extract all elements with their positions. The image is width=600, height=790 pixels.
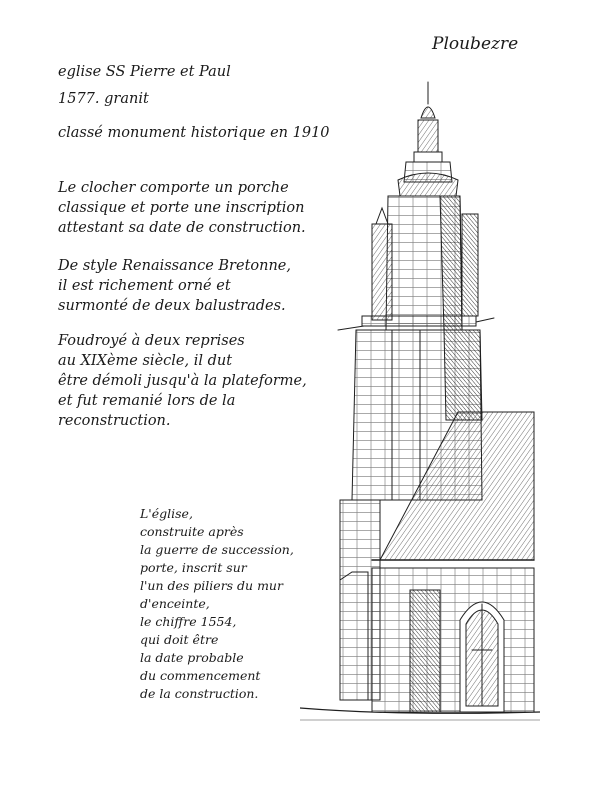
paragraph-3-line-2: au XIXème siècle, il dut xyxy=(58,353,233,369)
note-line-8: qui doit être xyxy=(140,632,219,647)
note-line-6: d'enceinte, xyxy=(140,596,210,611)
note-line-2: construite après xyxy=(140,524,244,539)
paragraph-3-line-4: et fut remanié lors de la xyxy=(58,393,236,409)
note-line-10: du commencement xyxy=(140,668,261,683)
paragraph-3-line-1: Foudroyé à deux reprises xyxy=(58,333,245,349)
note-line-11: de la construction. xyxy=(140,686,259,701)
church-title: eglise SS Pierre et Paul xyxy=(58,64,231,80)
paragraph-1-line-2: classique et porte une inscription xyxy=(58,200,305,216)
paragraph-3-line-5: reconstruction. xyxy=(58,413,171,429)
paragraph-1-line-3: attestant sa date de construction. xyxy=(58,220,306,236)
note-line-7: le chiffre 1554, xyxy=(140,614,237,629)
note-line-5: l'un des piliers du mur xyxy=(140,578,283,593)
date-material: 1577. granit xyxy=(58,91,149,107)
note-line-9: la date probable xyxy=(140,650,244,665)
church-tower-sketch xyxy=(300,70,540,740)
paragraph-2-line-3: surmonté de deux balustrades. xyxy=(58,298,286,314)
note-line-3: la guerre de succession, xyxy=(140,542,294,557)
classification-line: classé monument historique en 1910 xyxy=(58,125,330,141)
place-name: Ploubezre xyxy=(432,34,519,54)
paragraph-2-line-2: il est richement orné et xyxy=(58,278,231,294)
paragraph-2-line-1: De style Renaissance Bretonne, xyxy=(58,258,291,274)
note-line-4: porte, inscrit sur xyxy=(140,560,247,575)
paragraph-3-line-3: être démoli jusqu'à la plateforme, xyxy=(58,373,307,389)
note-line-1: L'église, xyxy=(140,506,193,521)
paragraph-1-line-1: Le clocher comporte un porche xyxy=(58,180,289,196)
